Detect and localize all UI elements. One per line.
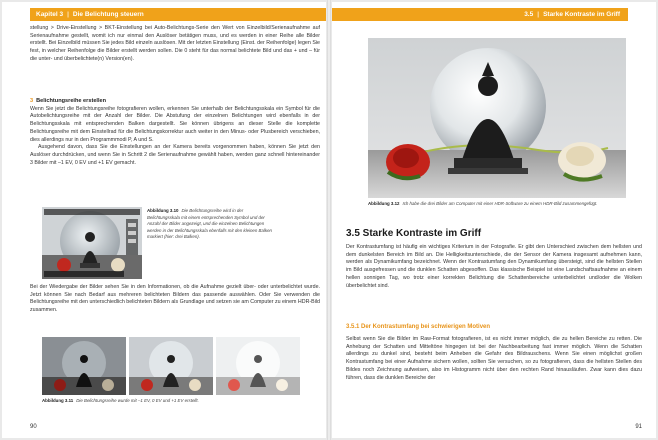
figure-label: Abbildung 3.10 bbox=[147, 208, 179, 213]
right-page bbox=[332, 2, 656, 438]
figure-311-caption bbox=[42, 398, 302, 405]
paragraph: Bei der Wiedergabe der Bilder sehen Sie in den Informationen, ob die Aufnahme gezielt über- oder unterbelichtet wurde. Jetzt können Sie nach Bedarf aus mehreren belichteten Bildern das passende auswählen. Oder Sie verwenden die Belichtungsreihe mit den unterschiedlich belichteten Bildern als Grundlage und setzen sie am Computer zu einem HDR-Bild zusammen. bbox=[30, 284, 321, 314]
chapter-label: Kapitel 3 bbox=[36, 11, 64, 18]
step-title: Belichtungsreihe erstellen bbox=[36, 98, 107, 104]
section-body-text bbox=[346, 244, 642, 290]
subsection-heading: 3.5.1 Der Kontrastumfang bei schwierigen Motiven bbox=[346, 324, 491, 330]
hdr-buddha-photo bbox=[368, 38, 626, 198]
paragraph: Selbst wenn Sie die Bilder im Raw-Format fotografieren, ist es nicht immer möglich, die zu hellen Bereiche zu retten. Die Anhebung der Schatten und Mitteltöne hingegen ist bei der Nachbearbeitung fast immer möglich. Wenn die Schatten allerdings zu dunkel sind, besteht beim Anheben die Gefahr des Bildrauschens. Wenn Sie einen möglichst großen Kontrastumfang bei einer Aufnahme sichern wollen, sollten Sie versuchen, so zu fotografieren, dass die hellsten Stellen des Bildes noch Zeichnung aufweisen, also im Histogramm nicht über den rechten Rand hinausläufen. Zwar kann dies dazu führen, dass die dunklen Bereiche der bbox=[346, 336, 642, 381]
figure-label: Abbildung 3.11 bbox=[42, 398, 74, 403]
figure-caption: Die Belichtungsreihe wurde mit –1 EV, 0 EV und +1 EV erstellt. bbox=[76, 398, 199, 403]
paragraph: Der Kontrastumfang ist häufig ein wichtiges Kriterium in der Fotografie. Er gibt den Unterschied zwischen dem hellsten und dem dunkelsten Bereich im Bild an. Die Helligkeitsunterschiede, die der Sensor der Kamera insgesamt aufnehmen kann, werden als Dynamikumfang bezeichnet. Wenn der Kontrastumfang den Dynamikumfang übersteigt, sind die hellsten Stellen im Bild ausgefressen und die dunklen Schatten abgesoffen. Das klassische Beispiel ist eine Landschaftsaufnahme an einem hellen sonnigen Tag, wo trotz einer korrekten Belichtung die Schattenbereiche unterbelichtet und/oder die Wolken überbelichtet sind. bbox=[346, 244, 642, 289]
section-heading: 3.5 Starke Kontraste im Griff bbox=[346, 228, 482, 239]
camera-display-photo bbox=[42, 207, 142, 279]
step-number: 3 bbox=[30, 98, 34, 104]
step-block bbox=[30, 98, 320, 167]
figure-caption: Die Belichtungsreihe wird in der Belichtungsskala mit einem entsprechenden Symbol und der Anzahl der Bilder angezeigt, und die einzelnen Belichtungen werden in der Belichtungsskala ebenfalls mit den kleinen Balken markiert (hier: drei Balken). bbox=[147, 208, 272, 240]
figure-312-caption bbox=[368, 201, 626, 208]
chapter-title: Die Belichtung steuern bbox=[72, 11, 144, 18]
figure-310-caption bbox=[147, 208, 277, 241]
paragraph: Wenn Sie jetzt die Belichtungsreihe fotografieren wollen, erkennen Sie unterhalb der Belichtungsskala ein Symbol für die Autobelichtungsreihe mit der Anzahl der Bilder. Die Abstufung der einzelnen Belichtungen wird ebenfalls in der Belichtungsskala mit entsprechenden Balken dargestellt. Sie können übrigens an dieser Stelle die komplette Belichtungsreihe mit dem Einstellrad für die Belichtungskorrektur auch weiter in den Minus- oder Plusbereich verschieben, dies allerdings nur in den Programmmodi P, A und S. bbox=[30, 105, 320, 143]
figure-label: Abbildung 3.12 bbox=[368, 201, 400, 206]
section-number: 3.5 bbox=[524, 11, 534, 18]
left-running-header: Kapitel 3 | Die Belichtung steuern bbox=[30, 8, 326, 21]
left-intro-text bbox=[30, 25, 320, 64]
paragraph: stellung > Drive-Einstellung > BKT-Einstellung bei Auto-Belichtungs-Serie den Wert von Einzelbild/Serienaufnahme auf Serienaufnahme gestellt, womit ich nur einmal den Auslöser betätigen muss, und es werden in einer Reihe alle Bilder erstellt. Bei Einzelbild müssen Sie jedes Bild einzeln auslösen. Mit der letzten Einstellung (Einst. der Reihenfolge) legen Sie fest, in welcher Reihenfolge die Bilder erstellt werden sollen. Die 0 steht für das normal belichtete Bild und das + und – für die unter- und überbelichtete(n) Version(en). bbox=[30, 25, 320, 62]
section-title: Starke Kontraste im Griff bbox=[543, 11, 620, 18]
paragraph: Ausgehend davon, dass Sie die Einstellungen an der Kamera bereits vorgenommen haben, können Sie jetzt den Auslöser durchdrücken, und wenn Sie in Schritt 2 die Serienaufnahme gewählt haben, werden ganz schnell hintereinander 3 Bilder mit –1 EV, 0 EV und +1 EV gemacht. bbox=[30, 144, 320, 166]
right-running-header: 3.5 | Starke Kontraste im Griff bbox=[332, 8, 628, 21]
page-number-right: 91 bbox=[635, 424, 642, 430]
left-page bbox=[2, 2, 326, 438]
bracket-photo-over bbox=[216, 337, 300, 395]
left-body-text bbox=[30, 284, 320, 315]
book-gutter bbox=[327, 0, 331, 440]
step-heading bbox=[30, 98, 320, 106]
subsection-body-text bbox=[346, 336, 642, 382]
bracket-photo-under bbox=[42, 337, 126, 395]
bracket-photo-normal bbox=[129, 337, 213, 395]
figure-caption: Ich habe die drei Bilder am Computer mit einer HDR-Software zu einem HDR-Bild zusammengefügt. bbox=[402, 201, 598, 206]
page-number-left: 90 bbox=[30, 424, 37, 430]
